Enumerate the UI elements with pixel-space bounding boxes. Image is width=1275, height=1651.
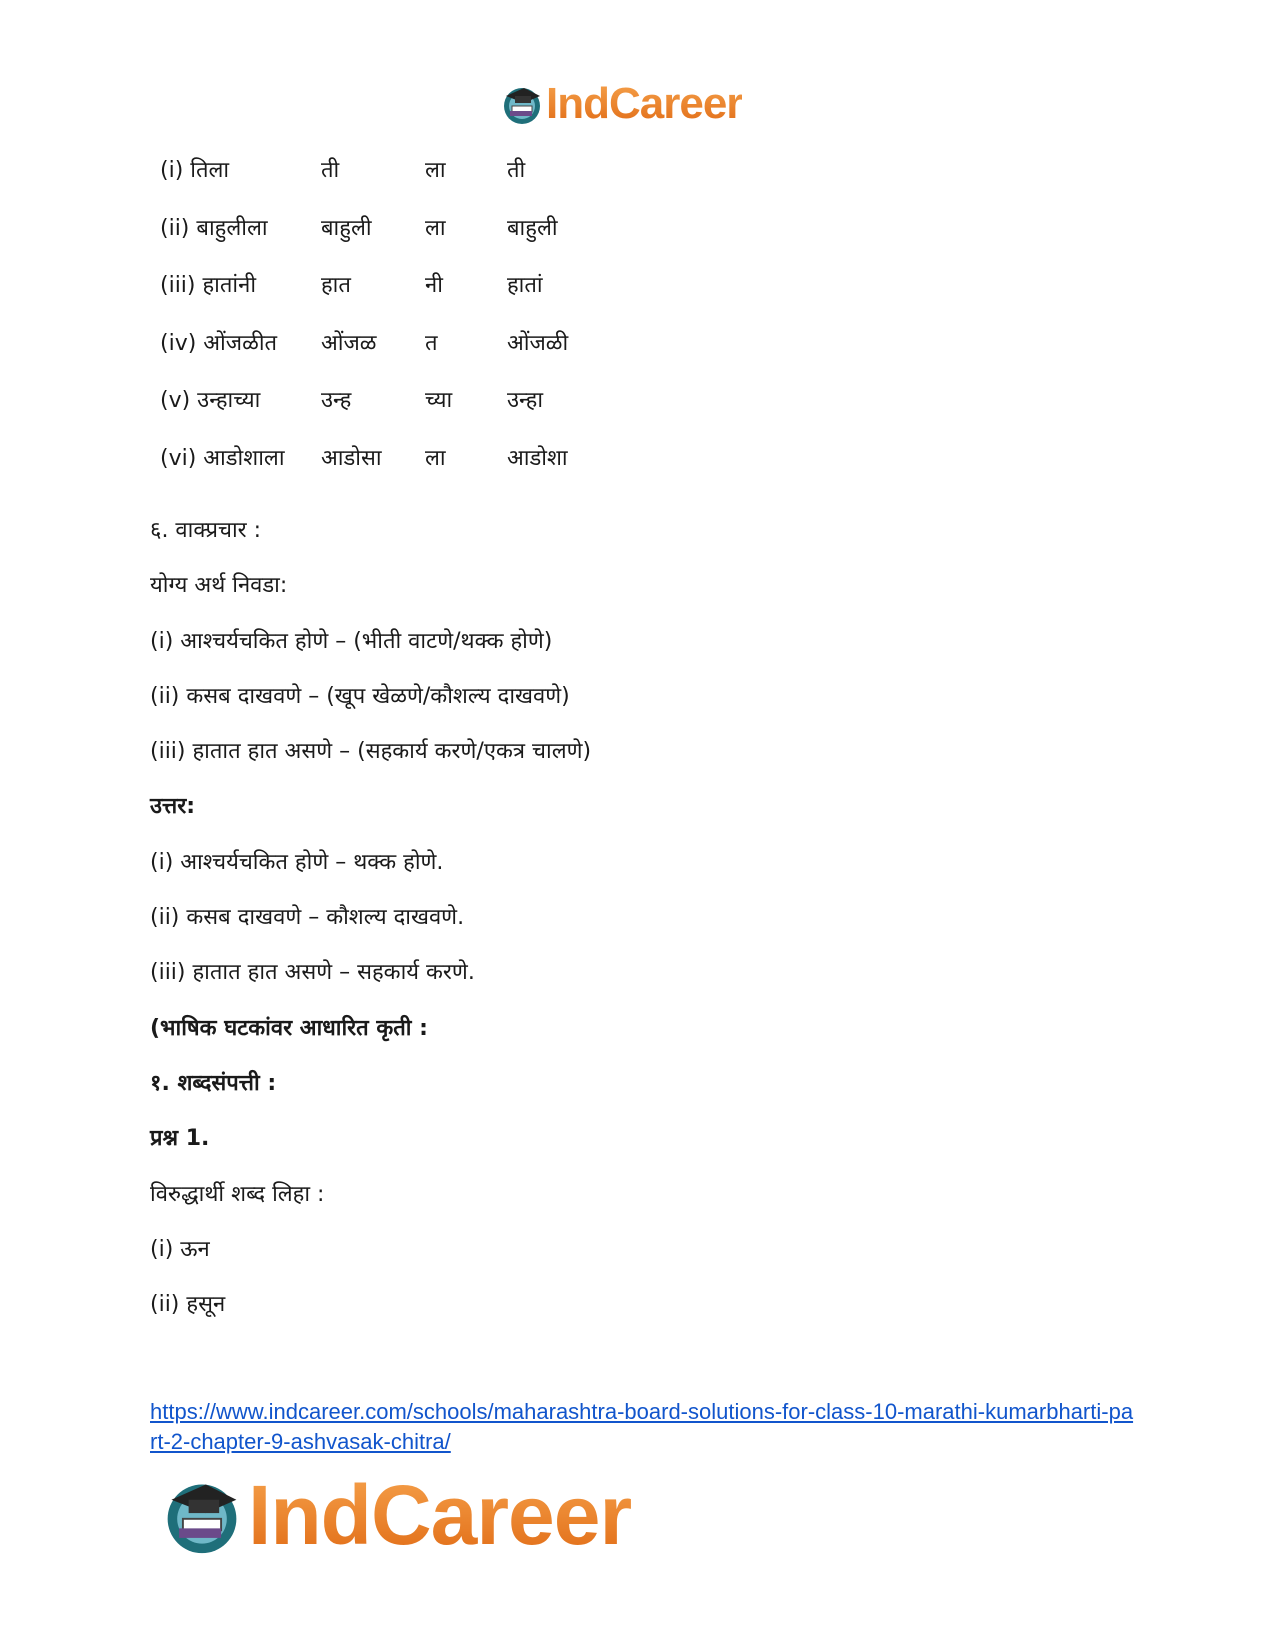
indcareer-logo-bottom — [160, 1467, 632, 1562]
suffix-cell: ला — [425, 158, 446, 183]
suffix-cell: च्या — [425, 388, 453, 413]
question-item: (iii) हातात हात असणे – (सहकार्य करणे/एकत्र चालणे) — [150, 739, 592, 765]
logo-text: IndCareer — [248, 1467, 632, 1562]
suffix-cell: त — [425, 330, 438, 356]
list-item: (i) ऊन — [150, 1236, 210, 1262]
section-heading: (भाषिक घटकांवर आधारित कृती : — [150, 1015, 428, 1041]
source-link[interactable]: https://www.indcareer.com/schools/maharashtra-board-solutions-for-class-10-marathi-kumarbharti-part-2-chapter-9-ashvasak-chitra/ — [150, 1399, 1134, 1454]
root-word-cell: ओंजळ — [321, 330, 377, 356]
table-row — [160, 155, 680, 213]
word-form-cell: (iii) हातांनी — [160, 273, 257, 298]
section-title: ६. वाक्प्रचार : — [150, 518, 262, 543]
oblique-form-cell: उन्हा — [507, 388, 544, 413]
suffix-cell: ला — [425, 215, 446, 241]
root-word-cell: उन्ह — [321, 388, 352, 413]
document-body — [150, 515, 1150, 1344]
suffix-cell: नी — [425, 273, 443, 298]
logo-text: IndCareer — [546, 79, 743, 128]
answer-item: (i) आश्चर्यचकित होणे – थक्क होणे. — [150, 849, 444, 875]
table-row — [160, 385, 680, 443]
indcareer-logo-top — [500, 80, 742, 128]
answer-item: (ii) कसब दाखवणे – कौशल्य दाखवणे. — [150, 905, 465, 931]
table-row — [160, 213, 680, 271]
word-split-table — [160, 155, 680, 500]
graduation-cap-icon — [160, 1473, 244, 1557]
graduation-cap-icon — [500, 82, 544, 126]
word-form-cell: (vi) आडोशाला — [160, 445, 285, 471]
oblique-form-cell: बाहुली — [507, 215, 558, 241]
list-item: (ii) हसून — [150, 1292, 226, 1318]
question-item: (ii) कसब दाखवणे – (खूप खेळणे/कौशल्य दाखवणे) — [150, 683, 570, 709]
question-item: (i) आश्चर्यचकित होणे – (भीती वाटणे/थक्क होणे) — [150, 628, 553, 654]
answer-label: उत्तर: — [150, 794, 196, 820]
table-row — [160, 328, 680, 386]
oblique-form-cell: ती — [507, 158, 526, 183]
word-form-cell: (iv) ओंजळीत — [160, 330, 278, 356]
oblique-form-cell: हातां — [507, 273, 543, 298]
question-label: प्रश्न 1. — [150, 1126, 210, 1152]
antonym-instruction: विरुद्धार्थी शब्द लिहा : — [150, 1181, 325, 1207]
subsection-heading: १. शब्दसंपत्ती : — [150, 1070, 277, 1096]
root-word-cell: ती — [321, 158, 340, 183]
oblique-form-cell: आडोशा — [507, 445, 568, 471]
table-row — [160, 443, 680, 501]
answer-item: (iii) हातात हात असणे – सहकार्य करणे. — [150, 960, 475, 986]
instruction-text: योग्य अर्थ निवडा: — [150, 573, 288, 599]
word-form-cell: (v) उन्हाच्या — [160, 388, 261, 413]
word-form-cell: (i) तिला — [160, 158, 230, 183]
suffix-cell: ला — [425, 445, 446, 471]
root-word-cell: आडोसा — [321, 445, 382, 471]
table-row — [160, 270, 680, 328]
root-word-cell: बाहुली — [321, 215, 372, 241]
word-form-cell: (ii) बाहुलीला — [160, 215, 268, 241]
root-word-cell: हात — [321, 273, 351, 298]
oblique-form-cell: ओंजळी — [507, 330, 569, 356]
